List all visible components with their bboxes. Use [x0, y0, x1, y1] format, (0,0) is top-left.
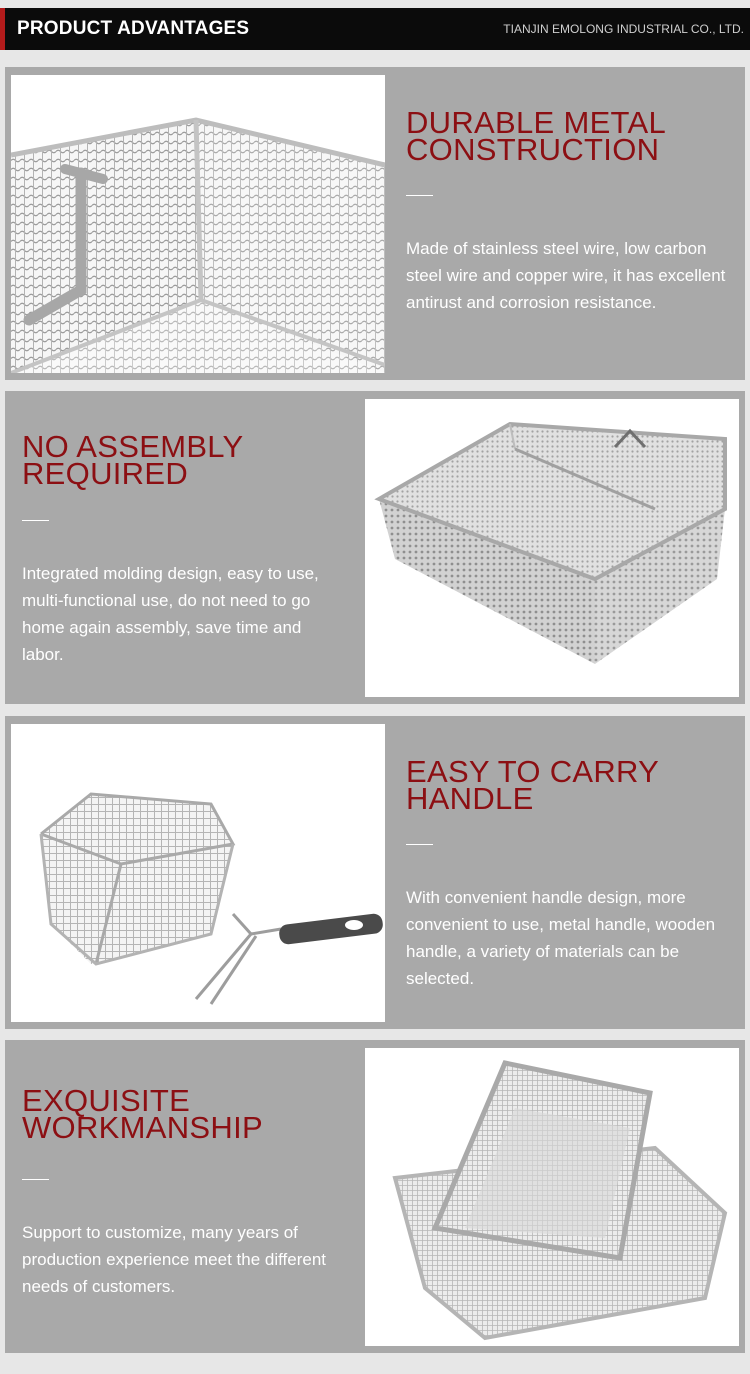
feature-panel-no-assembly: [5, 391, 745, 704]
title-divider: [22, 1179, 49, 1180]
feature-description: With convenient handle design, more convenient to use, metal handle, wooden handle, a variety of materials can be selected.: [406, 888, 716, 988]
feature-panel-workmanship: [5, 1040, 745, 1353]
nested-mesh-baskets-image: [365, 1048, 739, 1346]
feature-title-line1: NO ASSEMBLY: [22, 429, 244, 464]
feature-title: [22, 1083, 263, 1145]
feature-description: Made of stainless steel wire, low carbon steel wire and copper wire, it has excellent antirust and corrosion resistance.: [406, 239, 726, 312]
company-name: TIANJIN EMOLONG INDUSTRIAL CO., LTD.: [503, 22, 744, 36]
title-divider: [406, 195, 433, 196]
feature-title-line2: WORKMANSHIP: [22, 1110, 263, 1145]
title-divider: [406, 844, 433, 845]
header-accent-bar: [0, 8, 5, 50]
wire-mesh-basket-closeup-image: [11, 75, 385, 373]
feature-description: Integrated molding design, easy to use, multi-functional use, do not need to go home again assembly, save time and labor.: [22, 564, 319, 664]
feature-panel-easy-carry: [5, 716, 745, 1029]
feature-title-line2: HANDLE: [406, 781, 534, 816]
feature-title-line1: EXQUISITE: [22, 1083, 191, 1118]
perforated-tray-with-lid-image: [365, 399, 739, 697]
fryer-basket-with-handle-image: [11, 724, 385, 1022]
feature-title: [22, 429, 244, 491]
feature-title-line1: EASY TO CARRY: [406, 754, 660, 789]
feature-title: [406, 105, 666, 167]
feature-description: Support to customize, many years of production experience meet the different needs of customers.: [22, 1223, 326, 1296]
feature-title-line2: REQUIRED: [22, 456, 189, 491]
feature-title-line2: CONSTRUCTION: [406, 132, 660, 167]
feature-panel-durable-metal: [5, 67, 745, 380]
title-divider: [22, 520, 49, 521]
feature-title-line1: DURABLE METAL: [406, 105, 666, 140]
header-title: PRODUCT ADVANTAGES: [17, 18, 250, 39]
page-header: [0, 8, 750, 50]
feature-title: [406, 754, 660, 816]
